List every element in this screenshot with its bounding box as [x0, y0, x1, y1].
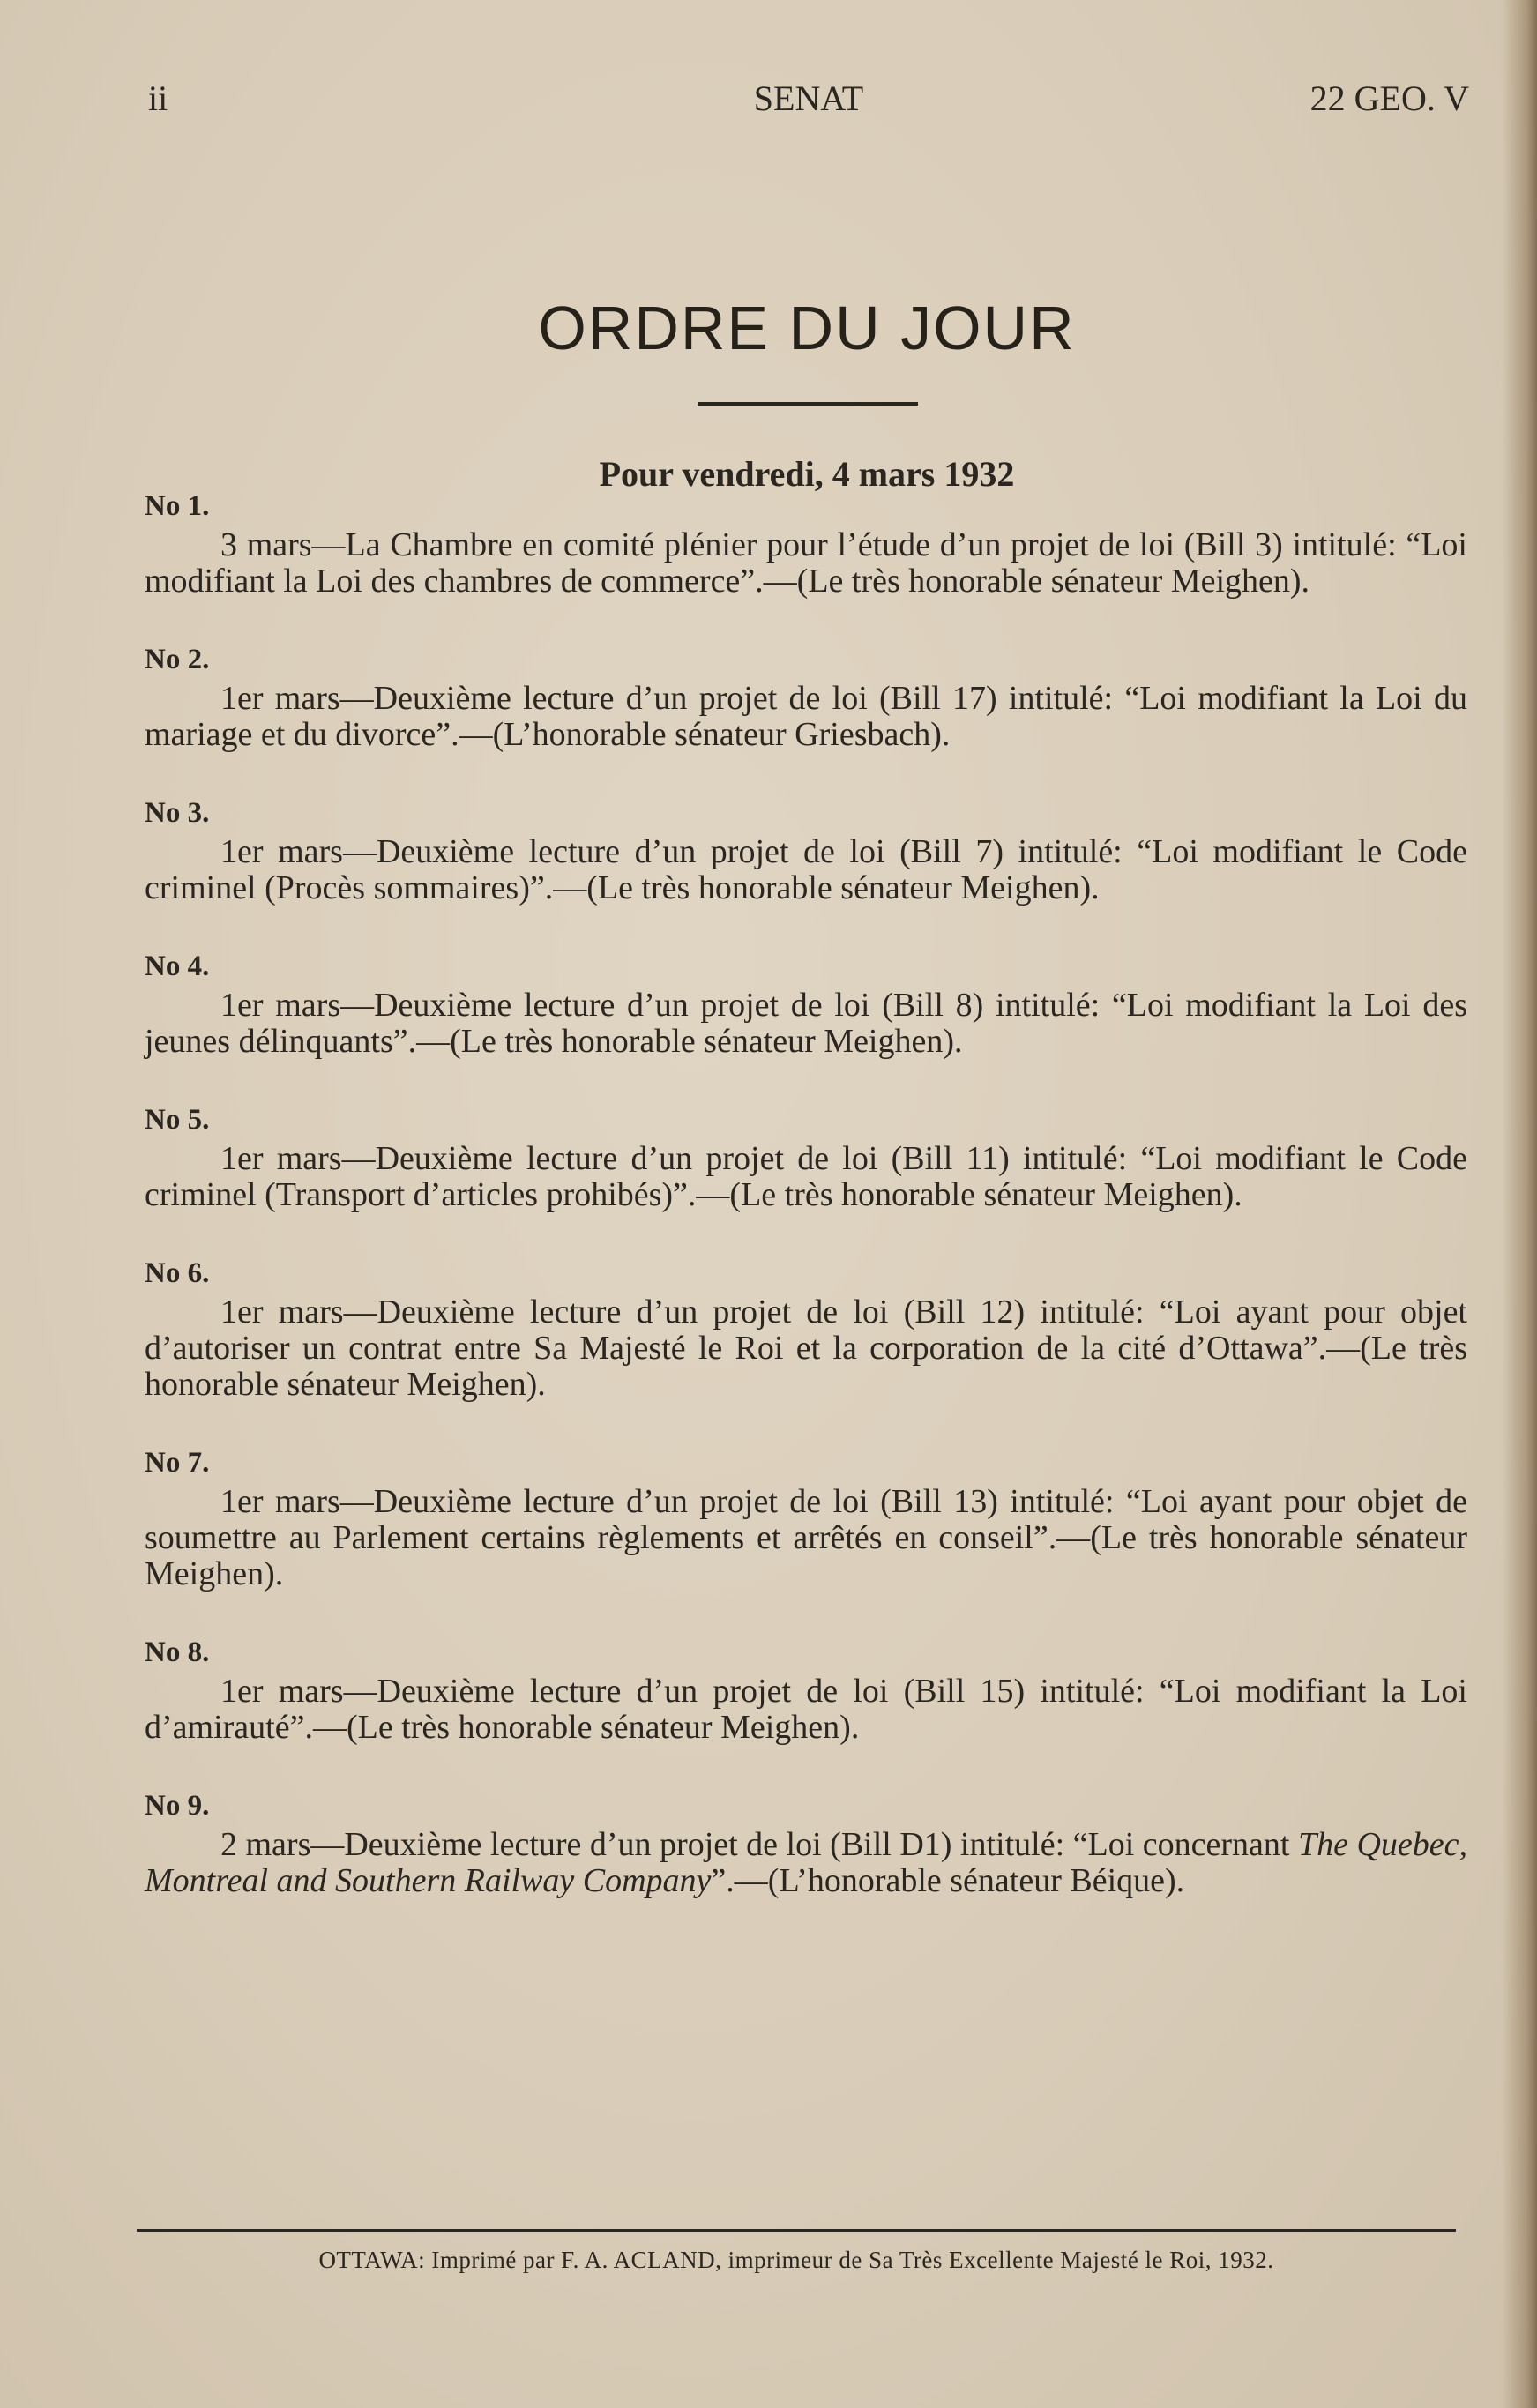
item-number: No 4. [145, 951, 210, 982]
item-text: 1er mars—Deuxième lecture d’un projet de loi (Bill 12) intitulé: “Loi ayant pour objet d’autoriser un contrat entre Sa Majesté le Roi et la corporation de la cité d’Ottawa”.—(Le très honorable sénateur Meighen). [145, 1293, 1467, 1403]
item-number: No 8. [145, 1636, 210, 1668]
item-number: No 9. [145, 1790, 210, 1822]
order-item [145, 1099, 1467, 1213]
title-divider [698, 402, 918, 406]
order-item [145, 485, 1467, 600]
order-item [145, 1442, 1467, 1592]
item-text-before: 2 mars—Deuxième lecture d’un projet de loi (Bill D1) intitulé: “Loi concernant [220, 1826, 1298, 1863]
running-head-title: SENAT [753, 78, 864, 118]
item-number: No 6. [145, 1257, 210, 1289]
order-item [145, 638, 1467, 753]
printer-imprint: OTTAWA: Imprimé par F. A. ACLAND, imprimeur de Sa Très Excellente Majesté le Roi, 1932. [318, 2247, 1274, 2273]
item-text: 3 mars—La Chambre en comité plénier pour l’étude d’un projet de loi (Bill 3) intitulé: “Loi modifiant la Loi des chambres de commerce”.—(Le très honorable sénateur Meighen). [145, 526, 1467, 600]
order-item [145, 1631, 1467, 1746]
item-number: No 3. [145, 797, 210, 829]
item-text: 1er mars—Deuxième lecture d’un projet de loi (Bill 8) intitulé: “Loi modifiant la Loi des jeunes délinquants”.—(Le très honorable sénateur Meighen). [145, 987, 1467, 1060]
item-text: 1er mars—Deuxième lecture d’un projet de loi (Bill 11) intitulé: “Loi modifiant le Code criminel (Transport d’articles prohibés)”.—(Le très honorable sénateur Meighen). [145, 1140, 1467, 1213]
item-text [145, 1827, 1467, 1899]
running-head-regnal-year: 22 GEO. V [1309, 78, 1469, 118]
item-number: No 1. [145, 490, 210, 522]
order-item [145, 792, 1467, 906]
page-number: ii [148, 78, 168, 118]
footer-divider [137, 2229, 1456, 2232]
item-text: 1er mars—Deuxième lecture d’un projet de loi (Bill 15) intitulé: “Loi modifiant la Loi d’amirauté”.—(Le très honorable sénateur Meighen). [145, 1673, 1467, 1746]
item-number: No 5. [145, 1104, 210, 1136]
order-items-list [145, 485, 1467, 1938]
order-item [145, 945, 1467, 1060]
date-heading: Pour vendredi, 4 mars 1932 [599, 454, 1015, 494]
item-number: No 7. [145, 1447, 210, 1479]
order-item [145, 1785, 1467, 1899]
item-text: 1er mars—Deuxième lecture d’un projet de loi (Bill 17) intitulé: “Loi modifiant la Loi du mariage et du divorce”.—(L’honorable sénateur Griesbach). [145, 680, 1467, 753]
item-number: No 2. [145, 644, 210, 675]
item-text: 1er mars—Deuxième lecture d’un projet de loi (Bill 13) intitulé: “Loi ayant pour objet de soumettre au Parlement certains règlements et arrêtés en conseil”.—(Le très honorable sénateur Meighen). [145, 1483, 1467, 1592]
item-text-after: ”.—(L’honorable sénateur Béique). [711, 1862, 1185, 1899]
page-title: ORDRE DU JOUR [538, 294, 1076, 362]
order-item [145, 1252, 1467, 1403]
item-text-italic-company: The Quebec, Montreal and Southern Railway Company [145, 1826, 1468, 1899]
item-text: 1er mars—Deuxième lecture d’un projet de loi (Bill 7) intitulé: “Loi modifiant le Code criminel (Procès sommaires)”.—(Le très honorable sénateur Meighen). [145, 833, 1467, 906]
running-head [148, 78, 1469, 122]
